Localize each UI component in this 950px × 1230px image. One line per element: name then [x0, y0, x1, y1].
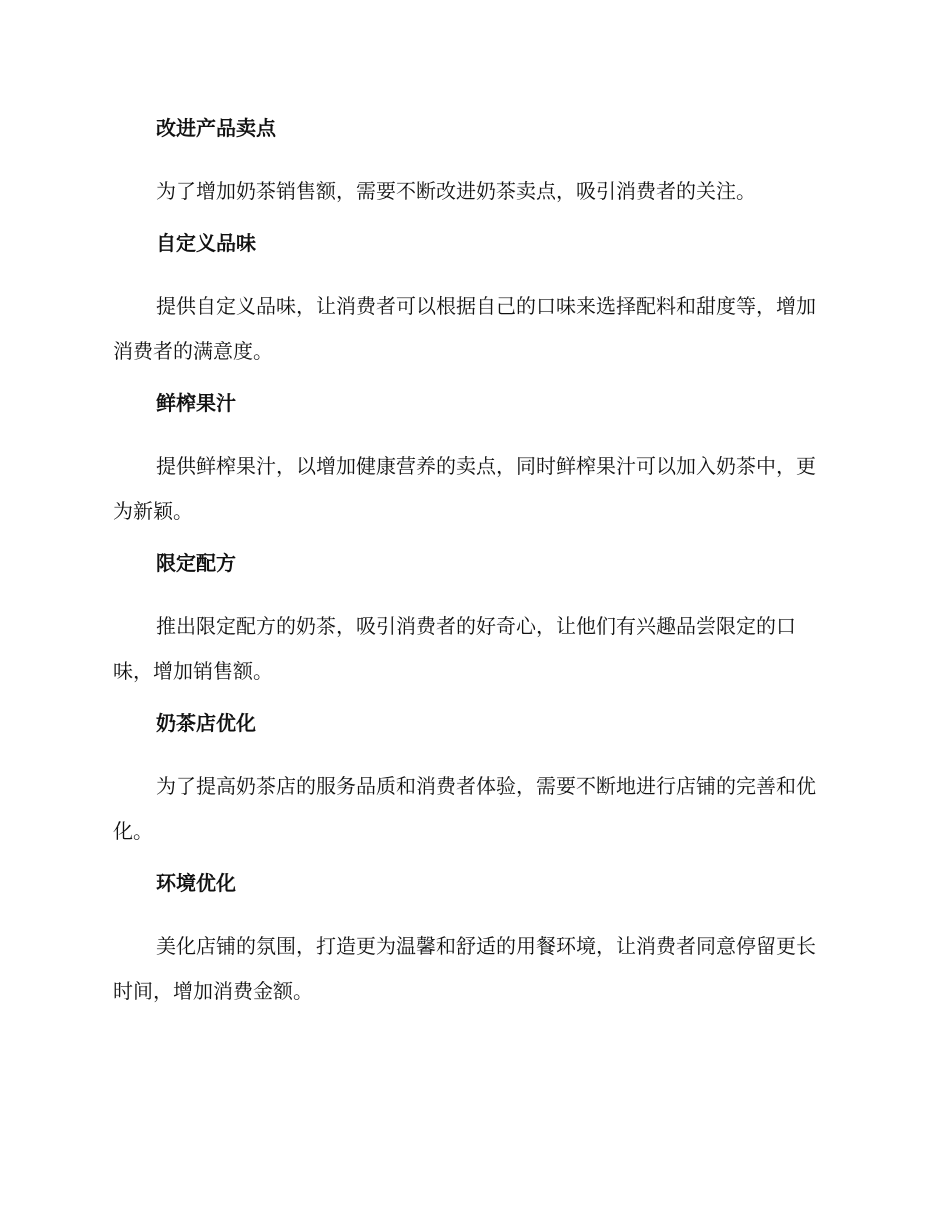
section-paragraph: 美化店铺的氛围，打造更为温馨和舒适的用餐环境，让消费者同意停留更长时间，增加消费金额。	[113, 934, 816, 1003]
section-heading: 自定义品味	[156, 231, 256, 255]
section-heading: 限定配方	[156, 551, 236, 575]
section-paragraph: 为了提高奶茶店的服务品质和消费者体验，需要不断地进行店铺的完善和优化。	[113, 774, 816, 843]
section-paragraph: 提供鲜榨果汁，以增加健康营养的卖点，同时鲜榨果汁可以加入奶茶中，更为新颖。	[113, 454, 816, 523]
document-body	[113, 111, 831, 1014]
section-heading: 奶茶店优化	[156, 711, 256, 735]
section-heading: 鲜榨果汁	[156, 391, 236, 415]
section-heading: 改进产品卖点	[156, 116, 276, 140]
section-paragraph: 推出限定配方的奶茶，吸引消费者的好奇心，让他们有兴趣品尝限定的口味，增加销售额。	[113, 614, 796, 683]
section-paragraph: 为了增加奶茶销售额，需要不断改进奶茶卖点，吸引消费者的关注。	[156, 179, 756, 203]
section-heading: 环境优化	[156, 871, 236, 895]
section-paragraph: 提供自定义品味，让消费者可以根据自己的口味来选择配料和甜度等，增加消费者的满意度。	[113, 294, 816, 363]
